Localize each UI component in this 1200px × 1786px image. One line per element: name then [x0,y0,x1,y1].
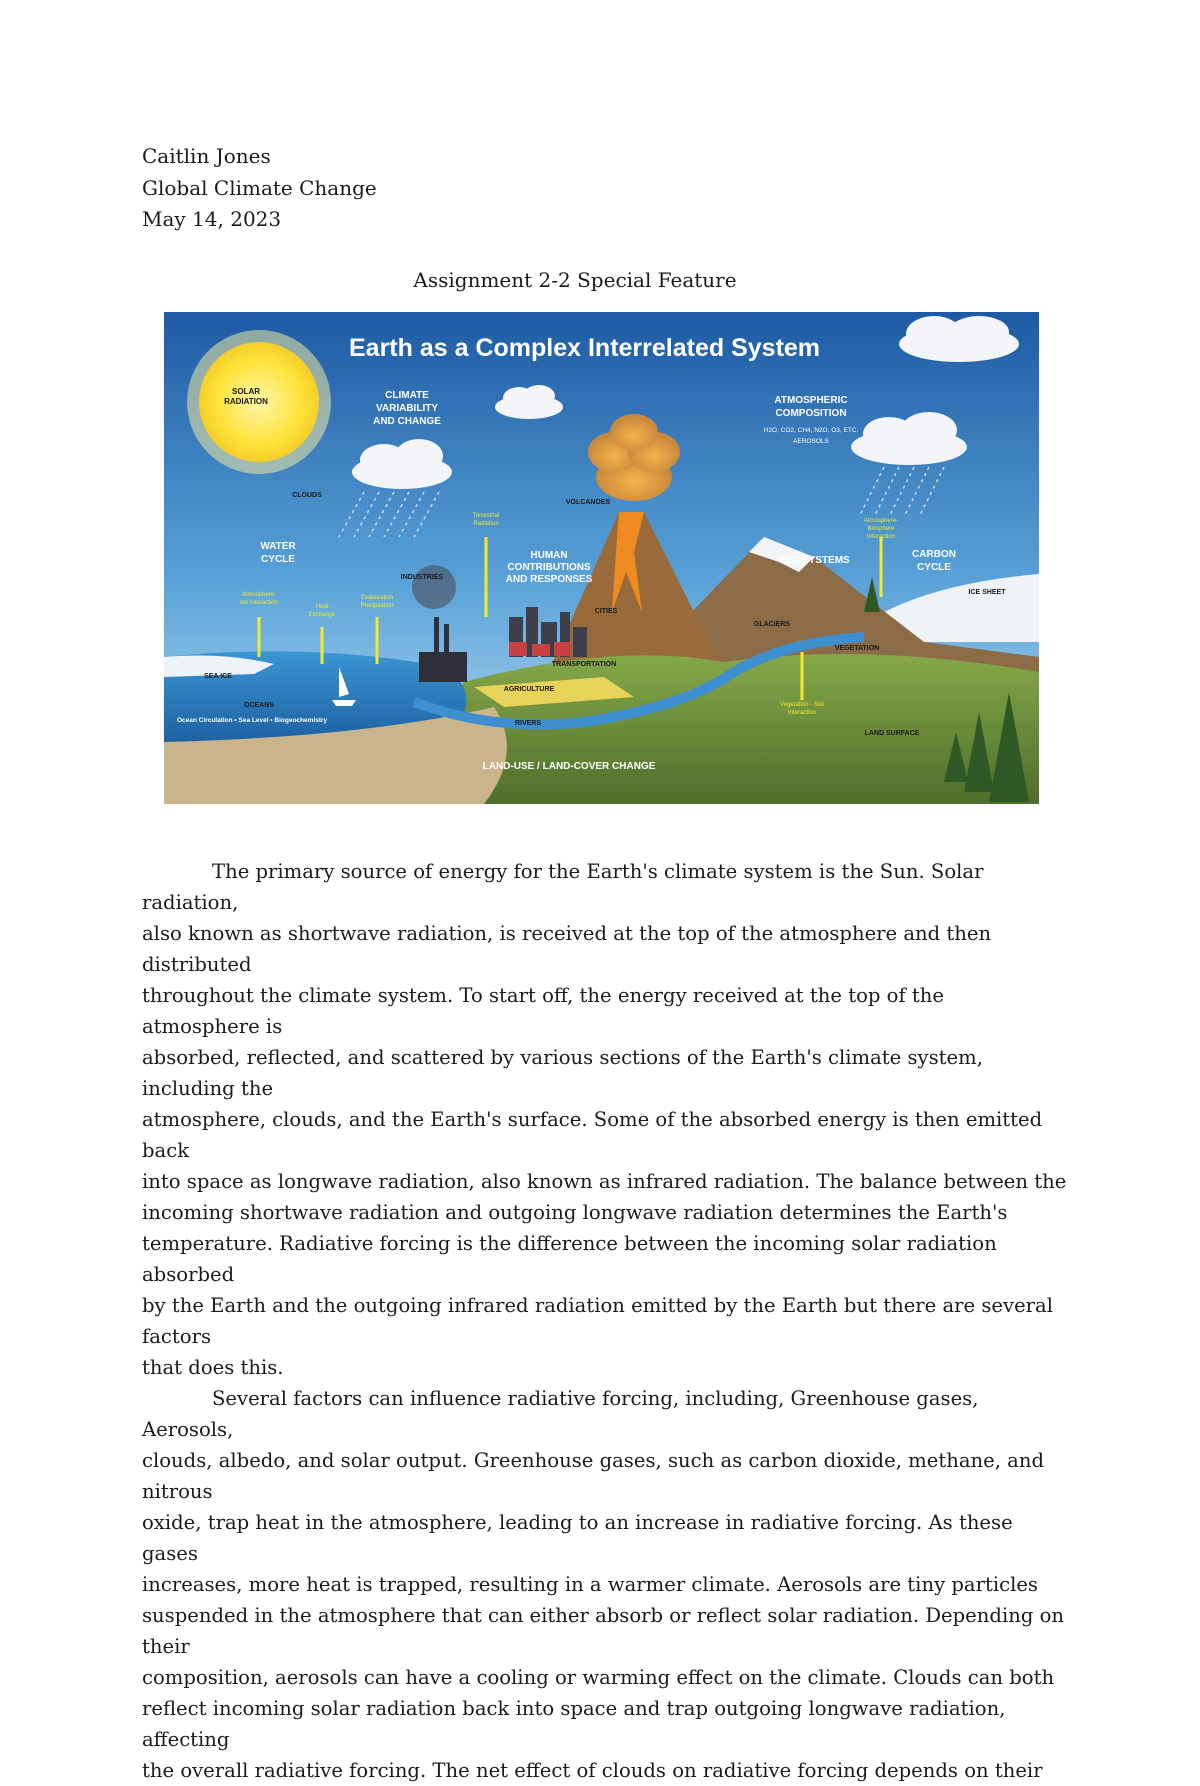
essay-paragraph [142,856,1067,1383]
label-ecosystems: ECOSYSTEMS [780,555,850,566]
label-vegetation-soil: Vegetation - Soil [780,702,824,708]
label-atmosphere-ice: Atmosphere- [241,592,277,598]
svg-text:CONTRIBUTIONS: CONTRIBUTIONS [507,562,591,573]
svg-text:Interaction: Interaction [866,534,896,540]
label-heat-exchange: Heat [315,604,329,610]
label-vegetation: VEGETATION [834,645,880,652]
svg-text:CYCLE: CYCLE [917,562,951,573]
label-glaciers: GLACIERS [753,621,791,628]
figure-heading: Earth as a Complex Interrelated System [349,334,821,362]
label-clouds: CLOUDS [292,492,322,499]
essay-body [142,856,1067,1786]
label-ocean-sub: Ocean Circulation • Sea Level • Biogeochemistry [177,717,328,724]
essay-line: suspended in the atmosphere that can either absorb or reflect solar radiation. Depending on their [142,1604,1065,1658]
label-atmosphere-biosphere: Atmosphere- [863,518,899,524]
label-volcanoes: VOLCANOES [565,499,611,506]
essay-line: increases, more heat is trapped, resulting in a warmer climate. Aerosols are tiny particles [142,1573,1038,1596]
label-sea-ice: SEA ICE [204,673,232,680]
svg-text:Interaction: Interaction [787,710,817,716]
label-transportation: TRANSPORTATION [551,661,617,668]
essay-line: Several factors can influence radiative forcing, including, Greenhouse gases, Aerosols, [142,1387,979,1441]
svg-text:AND RESPONSES: AND RESPONSES [505,574,593,585]
label-ice-sheet: ICE SHEET [968,589,1006,596]
label-gases: H2O, CO2, CH4, N2O, O3, ETC. [763,427,859,434]
svg-text:AND CHANGE: AND CHANGE [373,416,441,427]
label-industries: INDUSTRIES [400,574,444,581]
essay-line: temperature. Radiative forcing is the difference between the incoming solar radiation absorbed [142,1232,997,1286]
climate-system-figure [164,312,1039,804]
svg-text:VARIABILITY: VARIABILITY [375,403,439,414]
label-human-contributions: HUMAN [530,550,568,561]
essay-paragraph [142,1383,1067,1786]
label-evaporation: Evaporation [360,595,394,601]
svg-text:Biosphere: Biosphere [867,526,895,532]
assignment-title: Assignment 2-2 Special Feature [413,268,737,292]
essay-line: oxide, trap heat in the atmosphere, leading to an increase in radiative forcing. As these gases [142,1511,1013,1565]
author-name: Caitlin Jones [142,144,271,168]
label-land-surface: LAND SURFACE [864,730,920,737]
label-aerosols: AEROSOLS [793,438,829,445]
date: May 14, 2023 [142,207,282,231]
essay-line: reflect incoming solar radiation back into space and trap outgoing longwave radiation, affecting [142,1697,1006,1751]
essay-line: the overall radiative forcing. The net effect of clouds on radiative forcing depends on their [142,1759,1043,1782]
label-atmospheric-composition: ATMOSPHERIC [774,395,848,406]
houses [509,642,570,656]
svg-text:Radiation: Radiation [473,521,499,527]
essay-line: The primary source of energy for the Earth's climate system is the Sun. Solar radiation, [142,860,984,914]
essay-line: clouds, albedo, and solar output. Greenhouse gases, such as carbon dioxide, methane, and nitrous [142,1449,1045,1503]
label-rivers: RIVERS [514,720,542,727]
label-solar-radiation: SOLAR [232,387,260,396]
essay-line: composition, aerosols can have a cooling or warming effect on the climate. Clouds can both [142,1666,1055,1689]
smoke [412,565,456,609]
essay-line: throughout the climate system. To start off, the energy received at the top of the atmosphere is [142,984,945,1038]
essay-line: absorbed, reflected, and scattered by various sections of the Earth's climate system, including the [142,1046,983,1100]
svg-text:COMPOSITION: COMPOSITION [775,408,847,419]
label-climate-variability: CLIMATE [385,390,429,401]
label-agriculture: AGRICULTURE [503,686,555,693]
svg-text:Ice Interaction: Ice Interaction [240,600,278,606]
svg-text:CYCLE: CYCLE [261,554,295,565]
essay-line: by the Earth and the outgoing infrared radiation emitted by the Earth but there are several factors [142,1294,1053,1348]
label-oceans: OCEANS [244,702,274,709]
course-name: Global Climate Change [142,176,377,200]
essay-line: also known as shortwave radiation, is received at the top of the atmosphere and then distributed [142,922,992,976]
label-land-use: LAND-USE / LAND-COVER CHANGE [482,761,656,772]
essay-line: atmosphere, clouds, and the Earth's surface. Some of the absorbed energy is then emitted back [142,1108,1043,1162]
label-water-cycle: WATER [260,541,296,552]
cloud-icon [899,316,1019,362]
essay-line: that does this. [142,1356,284,1379]
svg-text:Exchange: Exchange [308,612,336,618]
label-cities: CITIES [594,608,618,615]
svg-text:Precipitation: Precipitation [360,603,394,609]
essay-line: incoming shortwave radiation and outgoing longwave radiation determines the Earth's [142,1201,1008,1224]
label-carbon-cycle: CARBON [912,549,956,560]
svg-text:RADIATION: RADIATION [224,397,268,406]
essay-line: into space as longwave radiation, also known as infrared radiation. The balance between the [142,1170,1067,1193]
label-terrestrial-radiation: Terrestrial [472,513,500,519]
